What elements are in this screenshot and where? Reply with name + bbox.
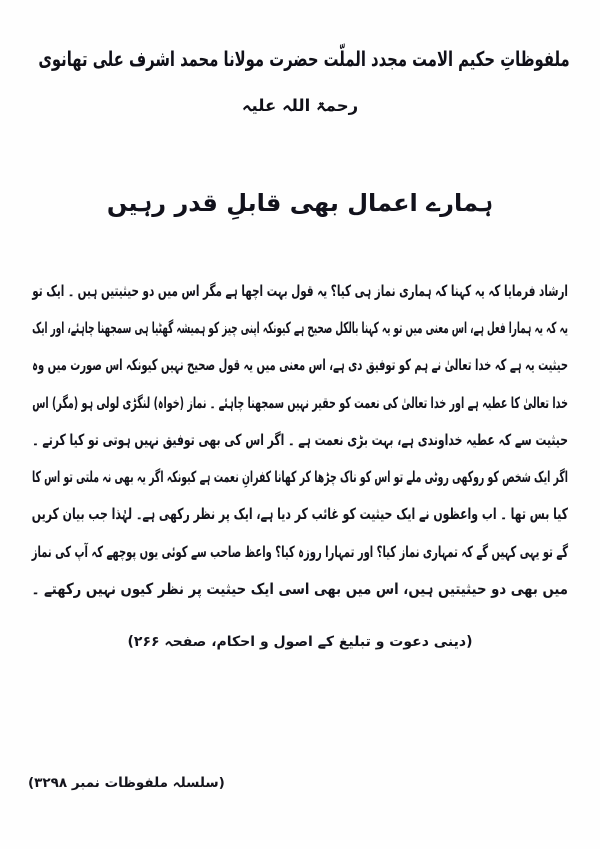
author-honorific: رحمۃ اللہ علیہ xyxy=(241,95,359,115)
book-title: ملفوظاتِ حکیم الامت مجدد الملّت حضرت مولانا محمد اشرف علی تھانوی xyxy=(38,47,570,71)
source-citation: (دینی دعوت و تبلیغ کے اصول و احکام، صفحہ ۲۶۶) xyxy=(127,634,473,651)
body-line: حیثیت سے کہ عطیہ خداوندی ہے، بہت بڑی نعمت ہے ۔ اگر اس کی بھی توفیق نہیں ہوتی تو کیا کرتے ۔ xyxy=(32,430,568,449)
body-line: ارشاد فرمایا کہ یہ کہنا کہ ہماری نماز ہی کیا؟ یہ قول بہت اچھا ہے مگر اس میں دو حیثیتیں ہیں ۔ ایک تو xyxy=(32,281,568,300)
body-line: حیثیت یہ ہے کہ خدا تعالیٰ نے ہم کو توفیق دی ہے، اس معنی میں یہ قول صحیح نہیں کیونکہ اس صورت میں وہ xyxy=(32,356,569,375)
series-number-note: (سلسلہ ملفوظات نمبر ۳۲۹۸) xyxy=(28,775,225,791)
body-line: خدا تعالیٰ کا عطیہ ہے اور خدا تعالیٰ کی نعمت کو حقیر نہیں سمجھنا چاہئے ۔ نماز (خواہ) لنگڑی لولی ہو (مگر) اس xyxy=(32,393,569,412)
page-title: ہمارے اعمال بھی قابلِ قدر رہیں xyxy=(106,188,494,217)
document-header xyxy=(26,0,574,115)
body-line: میں بھی دو حیثیتیں ہیں، اس میں بھی اسی ایک حیثیت پر نظر کیوں نہیں رکھتے ۔ xyxy=(31,580,569,599)
body-line: کیا بس تھا ۔ اب واعظوں نے ایک حیثیت کو غائب کر دیا ہے، ایک پر نظر رکھی ہے۔ لہٰذا جب بیان کریں xyxy=(31,505,568,524)
body-line: اگر ایک شخص کو روکھی روٹی ملے تو اس کو ناک چڑھا کر کھانا کفرانِ نعمت ہے کیونکہ اگر یہ بھی نہ ملتی تو اس کا xyxy=(31,468,568,487)
body-text xyxy=(26,273,574,609)
body-line: یہ کہ یہ ہمارا فعل ہے، اس معنی میں تو یہ کہنا بالکل صحیح ہے کیونکہ اپنی چیز کو ہمیشہ گھٹیا ہی سمجھنا چاہئے، اور ایک xyxy=(32,319,568,338)
body-line: گے تو یہی کہیں گے کہ تمہاری نماز کیا؟ اور تمہارا روزہ کیا؟ واعظ صاحب سے کوئی یوں پوچھے کہ آپ کی نماز xyxy=(31,542,568,561)
